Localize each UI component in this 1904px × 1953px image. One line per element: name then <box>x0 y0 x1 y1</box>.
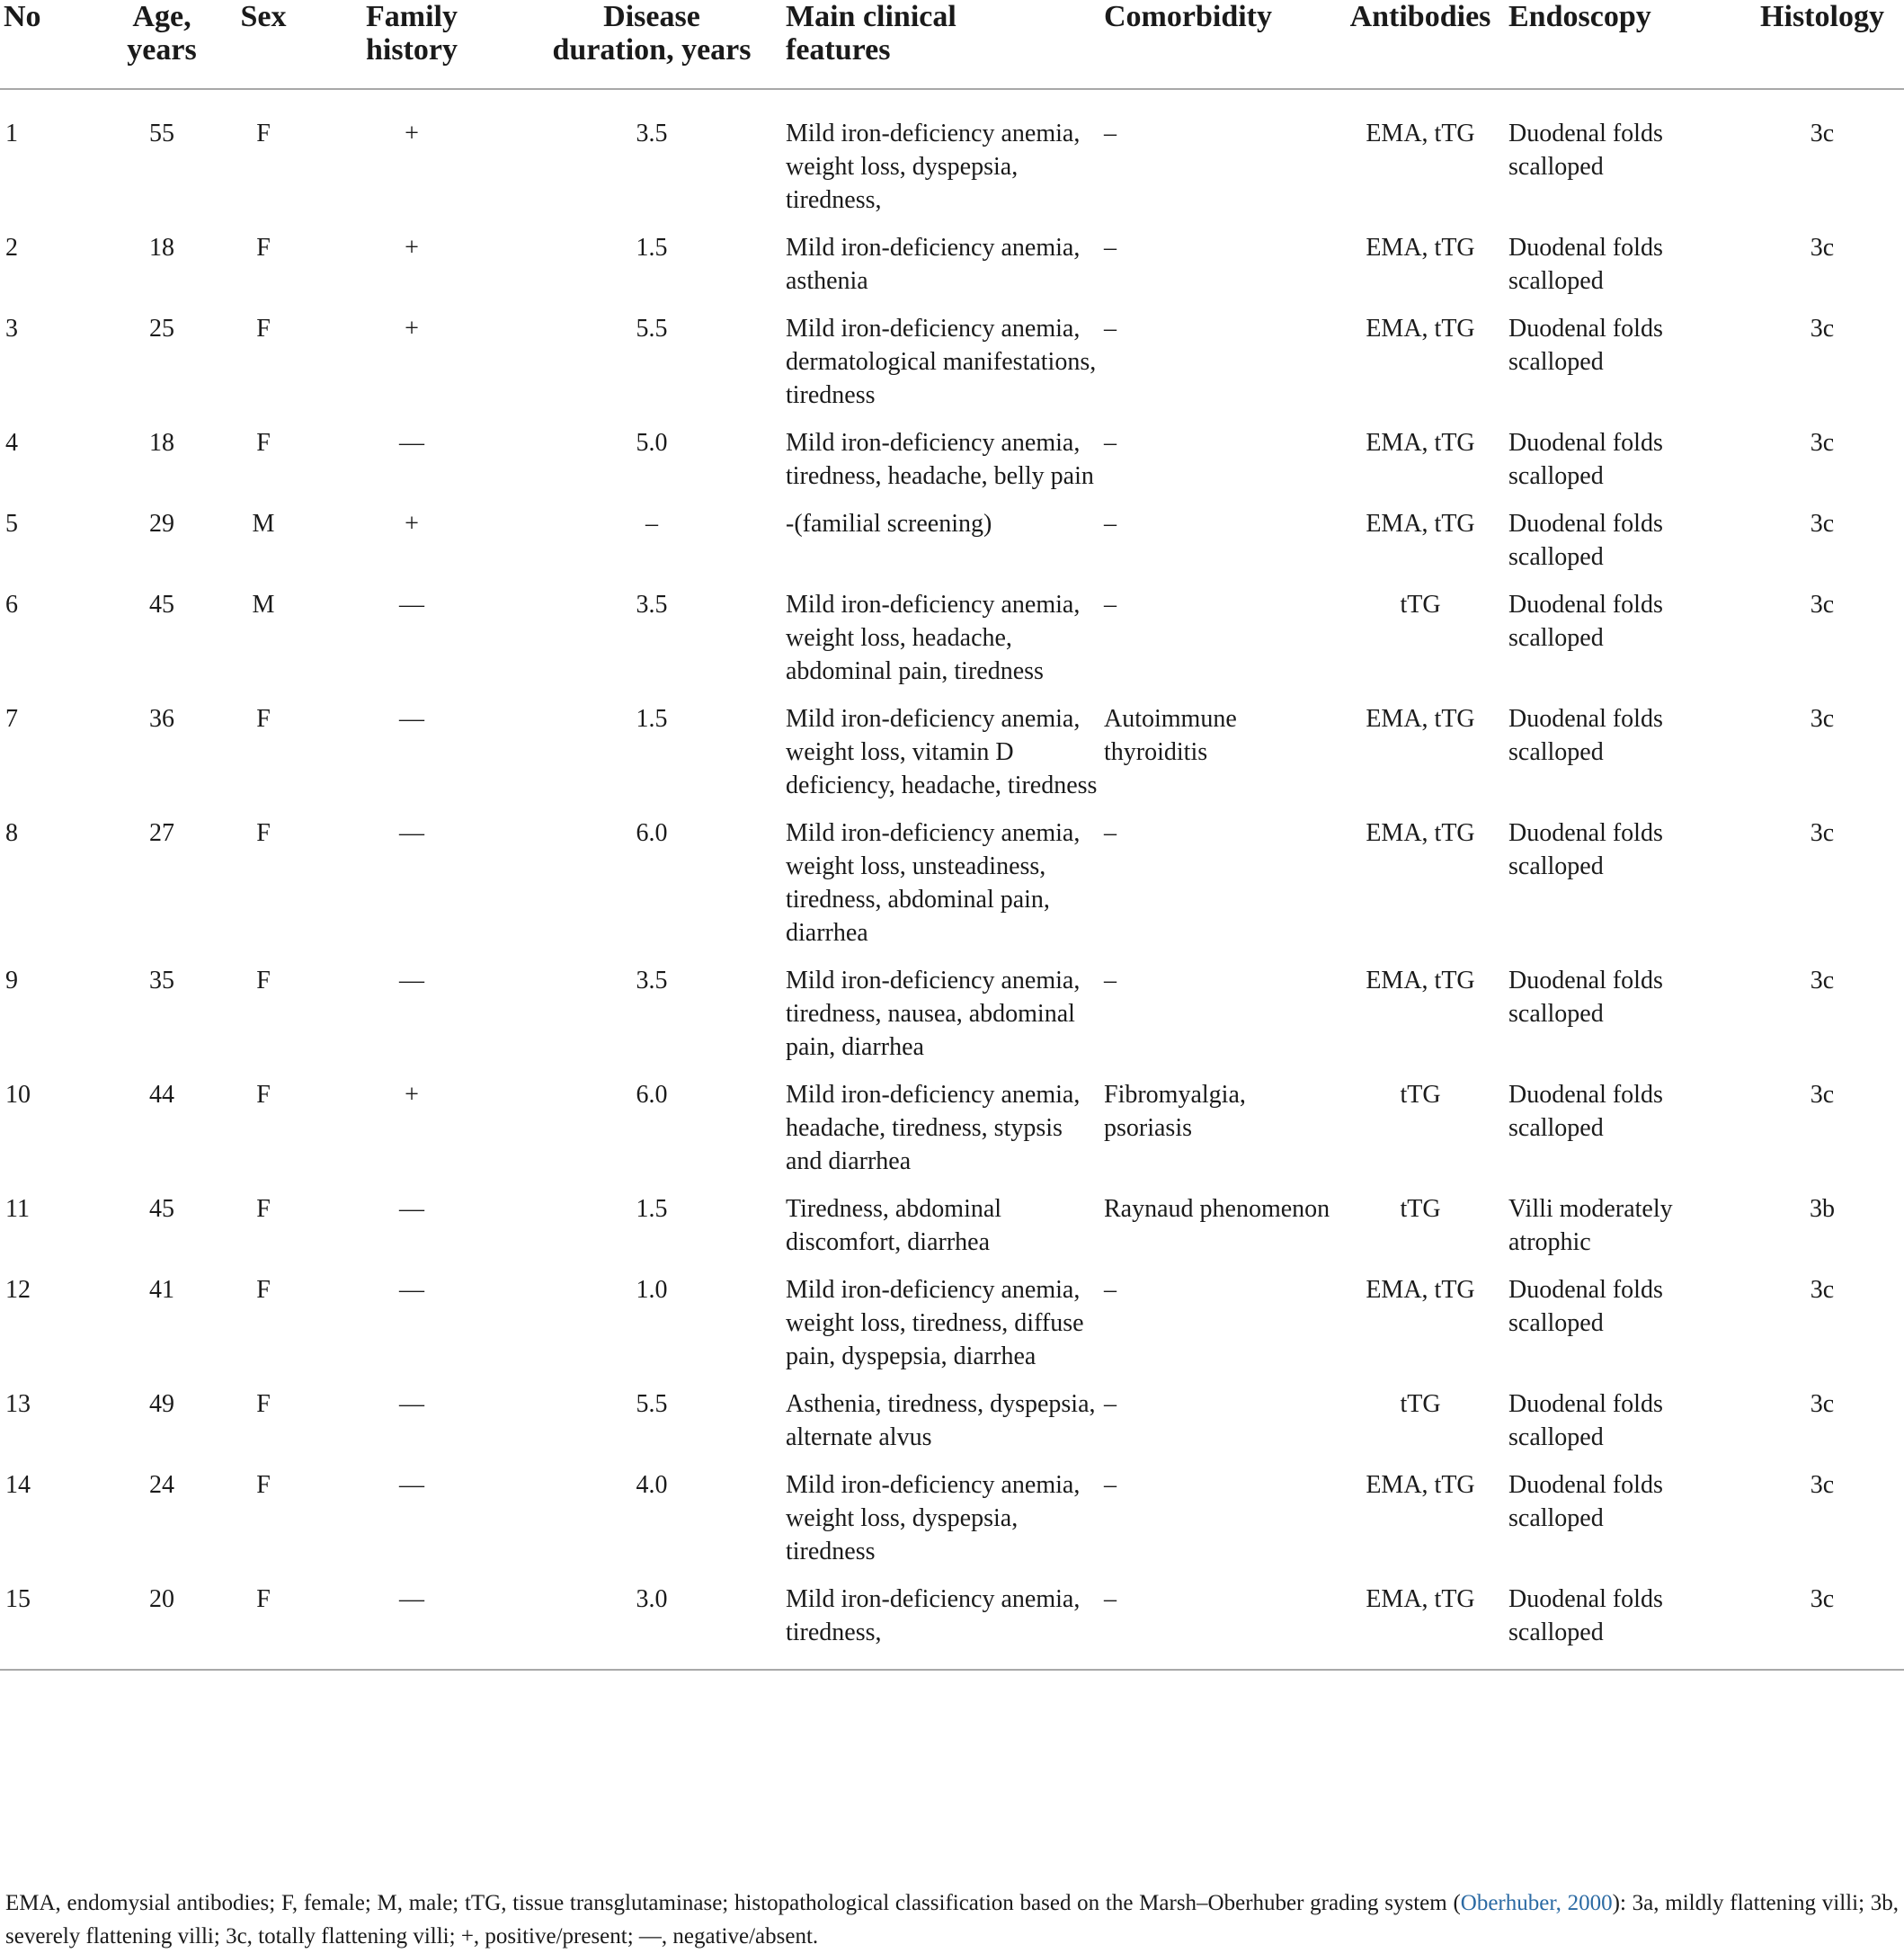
cell-sex: F <box>256 315 271 343</box>
cell-comorbidity: – <box>1104 510 1117 538</box>
cell-comorbidity: – <box>1104 234 1117 262</box>
cell-antibodies: tTG <box>1400 591 1441 619</box>
cell-endoscopy: Duodenal folds scalloped <box>1508 591 1663 652</box>
cell-main-clinical-features: Mild iron-deficiency anemia, weight loss, tiredness, diffuse pain, dyspepsia, diarrhea <box>786 1276 1084 1370</box>
cell-patient-number: 9 <box>5 967 18 994</box>
cell-sex: F <box>256 705 271 733</box>
cell-histology: 3c <box>1810 819 1835 847</box>
cell-patient-number: 15 <box>0 1583 102 1670</box>
cell-endoscopy: Duodenal folds scalloped <box>1508 1471 1663 1532</box>
cell-histology: 3c <box>1810 591 1835 619</box>
cell-patient-number: 5 <box>5 510 18 538</box>
column-header-line: Disease <box>603 0 700 33</box>
column-header-line: Sex <box>240 0 287 33</box>
cell-comorbidity: – <box>1104 315 1117 343</box>
cell-patient-number: 6 <box>5 591 18 619</box>
cell-family-history: + <box>405 510 419 538</box>
cell-endoscopy: Duodenal folds scalloped <box>1508 1276 1663 1337</box>
cell-patient-number: 10 <box>5 1081 31 1109</box>
cell-comorbidity: Raynaud phenomenon <box>1104 1195 1330 1223</box>
table-row <box>0 1192 1904 1273</box>
table-body <box>0 89 1904 1670</box>
cell-family-history: — <box>306 1583 518 1670</box>
cell-disease-duration: 3.5 <box>636 967 668 994</box>
cell-antibodies: EMA, tTG <box>1332 1583 1508 1670</box>
cell-patient-number: 13 <box>5 1390 31 1418</box>
cell-antibodies: tTG <box>1400 1081 1441 1109</box>
column-header-line: duration, years <box>552 33 752 67</box>
cell-patient-number: 1 <box>5 120 18 147</box>
cell-histology: 3c <box>1737 1583 1904 1670</box>
cell-age: 41 <box>149 1276 174 1304</box>
cell-patient-number: 2 <box>5 234 18 262</box>
cell-antibodies: EMA, tTG <box>1366 120 1475 147</box>
column-header-line: Antibodies <box>1349 0 1491 33</box>
cell-disease-duration: 3.5 <box>636 120 668 147</box>
column-header-histology <box>1737 0 1904 89</box>
cell-main-clinical-features: Mild iron-deficiency anemia, asthenia <box>786 234 1081 295</box>
column-header-patient-number <box>0 0 102 89</box>
column-header-line: Comorbidity <box>1104 0 1272 33</box>
cell-comorbidity: Fibromyalgia, psoriasis <box>1104 1081 1246 1142</box>
cell-disease-duration: 4.0 <box>636 1471 668 1499</box>
cell-patient-number: 8 <box>5 819 18 847</box>
cell-age: 44 <box>149 1081 174 1109</box>
cell-sex: M <box>252 510 275 538</box>
cell-age: 18 <box>149 429 174 457</box>
cell-family-history: — <box>399 591 424 619</box>
table-row <box>0 702 1904 816</box>
cell-age: 29 <box>149 510 174 538</box>
cell-patient-number: 11 <box>5 1195 30 1223</box>
column-header-sex <box>221 0 306 89</box>
column-header-line: years <box>127 33 197 67</box>
cell-disease-duration: 6.0 <box>636 819 668 847</box>
cell-age: 20 <box>102 1583 221 1670</box>
table-row <box>0 426 1904 507</box>
cell-patient-number: 14 <box>5 1471 31 1499</box>
column-header-age <box>102 0 221 89</box>
footnote-text: EMA, endomysial antibodies; F, female; M, male; tTG, tissue transglutaminase; histopathological classification based on the Marsh–Oberhuber grading system ( <box>5 1891 1461 1915</box>
cell-family-history: — <box>399 429 424 457</box>
column-header-line: Histology <box>1760 0 1884 33</box>
table-row <box>0 588 1904 702</box>
cell-histology: 3c <box>1810 705 1835 733</box>
cell-sex: F <box>256 1081 271 1109</box>
cell-sex: M <box>252 591 275 619</box>
table-row <box>0 1387 1904 1468</box>
table-row <box>0 1078 1904 1192</box>
cell-sex: F <box>256 234 271 262</box>
column-header-family-history <box>306 0 518 89</box>
cell-family-history: + <box>405 234 419 262</box>
cell-antibodies: EMA, tTG <box>1366 315 1475 343</box>
cell-family-history: + <box>405 1081 419 1109</box>
cell-main-clinical-features: Mild iron-deficiency anemia, tiredness, <box>786 1583 1104 1670</box>
cell-age: 36 <box>149 705 174 733</box>
cell-disease-duration: 5.0 <box>636 429 668 457</box>
column-header-main-clinical-features <box>786 0 1104 89</box>
table-row <box>0 964 1904 1078</box>
column-header-endoscopy <box>1508 0 1737 89</box>
cell-antibodies: EMA, tTG <box>1366 1276 1475 1304</box>
cell-sex: F <box>256 1471 271 1499</box>
cell-endoscopy: Duodenal folds scalloped <box>1508 705 1663 766</box>
cell-sex: F <box>256 1276 271 1304</box>
cell-family-history: — <box>399 1471 424 1499</box>
cell-antibodies: EMA, tTG <box>1366 967 1475 994</box>
column-header-line: Main clinical <box>786 0 956 33</box>
cell-main-clinical-features: Mild iron-deficiency anemia, weight loss, dyspepsia, tiredness, <box>786 120 1081 214</box>
cell-family-history: — <box>399 1195 424 1223</box>
cell-patient-number: 4 <box>5 429 18 457</box>
cell-antibodies: EMA, tTG <box>1366 705 1475 733</box>
table-footnote <box>5 1886 1899 1953</box>
cell-main-clinical-features: Mild iron-deficiency anemia, headache, tiredness, stypsis and diarrhea <box>786 1081 1081 1175</box>
cell-antibodies: EMA, tTG <box>1366 234 1475 262</box>
cell-comorbidity: – <box>1104 1276 1117 1304</box>
cell-family-history: — <box>399 1276 424 1304</box>
cell-endoscopy: Duodenal folds scalloped <box>1508 1390 1663 1451</box>
cell-main-clinical-features: -(familial screening) <box>786 510 992 538</box>
cell-histology: 3c <box>1810 234 1835 262</box>
cell-sex: F <box>256 1195 271 1223</box>
cell-disease-duration: 1.5 <box>636 1195 668 1223</box>
table-row <box>0 507 1904 588</box>
table-row <box>0 89 1904 231</box>
cell-family-history: — <box>399 1390 424 1418</box>
cell-endoscopy: Duodenal folds scalloped <box>1508 429 1663 490</box>
cell-age: 45 <box>149 591 174 619</box>
cell-disease-duration: 3.5 <box>636 591 668 619</box>
cell-main-clinical-features: Mild iron-deficiency anemia, weight loss, dyspepsia, tiredness <box>786 1471 1081 1565</box>
cell-comorbidity: – <box>1104 429 1117 457</box>
table-row <box>0 312 1904 426</box>
cell-family-history: — <box>399 819 424 847</box>
cell-antibodies: tTG <box>1400 1390 1441 1418</box>
cell-endoscopy: Villi moderately atrophic <box>1508 1195 1673 1256</box>
column-header-line: No <box>4 0 41 33</box>
cell-main-clinical-features: Mild iron-deficiency anemia, tiredness, nausea, abdominal pain, diarrhea <box>786 967 1081 1061</box>
column-header-line: Endoscopy <box>1508 0 1651 33</box>
column-header-line: history <box>366 33 458 67</box>
cell-antibodies: EMA, tTG <box>1366 510 1475 538</box>
cell-main-clinical-features: Mild iron-deficiency anemia, weight loss, headache, abdominal pain, tiredness <box>786 591 1081 685</box>
cell-comorbidity: – <box>1104 591 1117 619</box>
table-row <box>0 1468 1904 1583</box>
cell-main-clinical-features: Asthenia, tiredness, dyspepsia, alternate alvus <box>786 1390 1096 1451</box>
cell-comorbidity: – <box>1104 819 1117 847</box>
cell-age: 18 <box>149 234 174 262</box>
cell-endoscopy: Duodenal folds scalloped <box>1508 120 1663 181</box>
header-row <box>0 0 1904 89</box>
cell-histology: 3c <box>1810 510 1835 538</box>
cell-comorbidity: Autoimmune thyroiditis <box>1104 705 1237 766</box>
cell-histology: 3c <box>1810 1081 1835 1109</box>
cell-disease-duration: – <box>645 510 658 538</box>
cell-family-history: + <box>405 120 419 147</box>
footnote-text-end: ): 3a, mildly flattening villi; 3b, severely flattening villi; 3c, totally flattening villi; +, positive/present; —, negative/absent. <box>5 1891 1899 1949</box>
cell-comorbidity: – <box>1104 1471 1117 1499</box>
cell-histology: 3c <box>1810 429 1835 457</box>
column-header-line: features <box>786 33 891 67</box>
cell-patient-number: 12 <box>5 1276 31 1304</box>
cell-antibodies: EMA, tTG <box>1366 1471 1475 1499</box>
cell-comorbidity: – <box>1104 1390 1117 1418</box>
cell-sex: F <box>256 1390 271 1418</box>
cell-sex: F <box>256 819 271 847</box>
cell-age: 45 <box>149 1195 174 1223</box>
cell-antibodies: EMA, tTG <box>1366 429 1475 457</box>
cell-age: 24 <box>149 1471 174 1499</box>
cell-antibodies: tTG <box>1400 1195 1441 1223</box>
cell-disease-duration: 5.5 <box>636 1390 668 1418</box>
cell-histology: 3c <box>1810 1276 1835 1304</box>
cell-sex: F <box>256 967 271 994</box>
table-row <box>0 1273 1904 1387</box>
cell-main-clinical-features: Mild iron-deficiency anemia, weight loss, unsteadiness, tiredness, abdominal pain, diarrhea <box>786 819 1081 947</box>
cell-main-clinical-features: Tiredness, abdominal discomfort, diarrhea <box>786 1195 1002 1256</box>
cell-disease-duration: 1.5 <box>636 705 668 733</box>
cell-age: 55 <box>149 120 174 147</box>
cell-histology: 3b <box>1810 1195 1835 1223</box>
cell-comorbidity: – <box>1104 1583 1332 1670</box>
column-header-line: Family <box>366 0 458 33</box>
cell-age: 27 <box>149 819 174 847</box>
cell-family-history: — <box>399 705 424 733</box>
cell-sex: F <box>256 120 271 147</box>
cell-endoscopy: Duodenal folds scalloped <box>1508 1081 1663 1142</box>
cell-endoscopy: Duodenal folds scalloped <box>1508 234 1663 295</box>
column-header-comorbidity <box>1104 0 1332 89</box>
cell-disease-duration: 1.0 <box>636 1276 668 1304</box>
footnote-reference-link[interactable]: Oberhuber, 2000 <box>1460 1891 1613 1915</box>
cell-age: 49 <box>149 1390 174 1418</box>
cell-family-history: — <box>399 967 424 994</box>
cell-antibodies: EMA, tTG <box>1366 819 1475 847</box>
table-header <box>0 0 1904 89</box>
cell-histology: 3c <box>1810 120 1835 147</box>
cell-histology: 3c <box>1810 1471 1835 1499</box>
cell-main-clinical-features: Mild iron-deficiency anemia, weight loss, vitamin D deficiency, headache, tiredness <box>786 705 1098 799</box>
cell-comorbidity: – <box>1104 120 1117 147</box>
cell-endoscopy: Duodenal folds scalloped <box>1508 819 1663 880</box>
cell-endoscopy: Duodenal folds scalloped <box>1508 967 1663 1028</box>
cell-main-clinical-features: Mild iron-deficiency anemia, dermatological manifestations, tiredness <box>786 315 1097 409</box>
cell-age: 35 <box>149 967 174 994</box>
cell-disease-duration: 1.5 <box>636 234 668 262</box>
column-header-disease-duration <box>518 0 786 89</box>
cell-endoscopy: Duodenal folds scalloped <box>1508 315 1663 376</box>
cell-endoscopy: Duodenal folds scalloped <box>1508 1583 1737 1670</box>
cell-comorbidity: – <box>1104 967 1117 994</box>
cell-disease-duration: 5.5 <box>636 315 668 343</box>
cell-disease-duration: 3.0 <box>518 1583 786 1670</box>
cell-histology: 3c <box>1810 967 1835 994</box>
cell-main-clinical-features: Mild iron-deficiency anemia, tiredness, headache, belly pain <box>786 429 1094 490</box>
table-row <box>0 1583 1904 1670</box>
column-header-antibodies <box>1332 0 1508 89</box>
cell-disease-duration: 6.0 <box>636 1081 668 1109</box>
table-row <box>0 231 1904 312</box>
cell-family-history: + <box>405 315 419 343</box>
cell-endoscopy: Duodenal folds scalloped <box>1508 510 1663 571</box>
cell-patient-number: 3 <box>5 315 18 343</box>
cell-histology: 3c <box>1810 315 1835 343</box>
cell-age: 25 <box>149 315 174 343</box>
cell-sex: F <box>256 429 271 457</box>
table-row <box>0 816 1904 964</box>
cell-patient-number: 7 <box>5 705 18 733</box>
cell-histology: 3c <box>1810 1390 1835 1418</box>
column-header-line: Age, <box>132 0 191 33</box>
cell-sex: F <box>221 1583 306 1670</box>
